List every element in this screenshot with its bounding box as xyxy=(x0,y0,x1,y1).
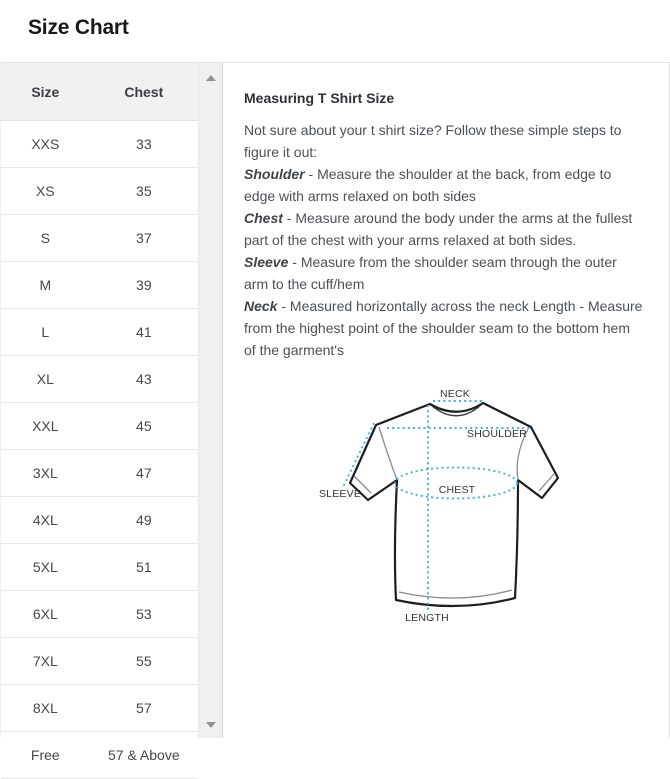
size-cell: 6XL xyxy=(1,591,90,638)
scroll-down-icon[interactable] xyxy=(206,722,216,728)
chest-cell: 37 xyxy=(90,215,198,262)
measure-step: Chest - Measure around the body under the arms at the fullest part of the chest with your arms relaxed at both sides. xyxy=(244,210,633,248)
column-header-size: Size xyxy=(1,63,90,121)
scroll-up-icon[interactable] xyxy=(206,75,216,81)
size-cell: Free xyxy=(1,732,90,779)
chest-cell: 39 xyxy=(90,262,198,309)
chest-cell: 49 xyxy=(90,497,198,544)
size-cell: XXL xyxy=(1,403,90,450)
chest-cell: 43 xyxy=(90,356,198,403)
length-label: LENGTH xyxy=(405,612,449,624)
table-row xyxy=(1,544,198,591)
table-row xyxy=(1,168,198,215)
measure-term: Neck xyxy=(244,298,278,314)
tshirt-diagram xyxy=(300,380,610,635)
chest-label: CHEST xyxy=(438,484,476,496)
neck-label: NECK xyxy=(440,388,470,400)
measure-step: Shoulder - Measure the shoulder at the back, from edge to edge with arms relaxed on both sides xyxy=(244,166,612,204)
size-cell: 3XL xyxy=(1,450,90,497)
table-row xyxy=(1,403,198,450)
table-row xyxy=(1,215,198,262)
size-cell: M xyxy=(1,262,90,309)
table-row xyxy=(1,309,198,356)
page-title: Size Chart xyxy=(28,16,129,39)
table-row xyxy=(1,497,198,544)
chest-cell: 33 xyxy=(90,121,198,168)
table-row xyxy=(1,121,198,168)
measure-term: Shoulder xyxy=(244,166,305,182)
size-cell: XS xyxy=(1,168,90,215)
guide-intro: Not sure about your t shirt size? Follow these simple steps to figure it out: xyxy=(244,122,622,160)
chest-cell: 57 & Above xyxy=(90,732,198,779)
tshirt-illustration xyxy=(300,380,610,635)
measure-term: Sleeve xyxy=(244,254,289,270)
size-cell: 7XL xyxy=(1,638,90,685)
table-row xyxy=(1,356,198,403)
size-cell: 5XL xyxy=(1,544,90,591)
measuring-guide xyxy=(223,63,669,738)
chest-cell: 57 xyxy=(90,685,198,732)
column-header-chest: Chest xyxy=(90,63,198,121)
table-row xyxy=(1,638,198,685)
size-chart-content xyxy=(0,62,670,763)
shoulder-label: SHOULDER xyxy=(467,428,527,440)
size-cell: L xyxy=(1,309,90,356)
chest-cell: 41 xyxy=(90,309,198,356)
chest-cell: 55 xyxy=(90,638,198,685)
chest-cell: 45 xyxy=(90,403,198,450)
chest-cell: 47 xyxy=(90,450,198,497)
size-cell: 8XL xyxy=(1,685,90,732)
measure-step: Sleeve - Measure from the shoulder seam through the outer arm to the cuff/hem xyxy=(244,254,617,292)
table-row xyxy=(1,591,198,638)
chest-cell: 53 xyxy=(90,591,198,638)
size-table xyxy=(1,63,198,763)
table-row xyxy=(1,450,198,497)
measure-term: Chest xyxy=(244,210,283,226)
guide-heading: Measuring T Shirt Size xyxy=(244,90,395,106)
measure-step: Neck - Measured horizontally across the neck Length - Measure from the highest point of the shoulder seam to the bottom hem of the garment's xyxy=(244,298,643,358)
size-cell: XXS xyxy=(1,121,90,168)
table-row xyxy=(1,732,198,779)
table-header-row xyxy=(1,63,198,121)
sleeve-label: SLEEVE xyxy=(318,488,362,500)
guide-text xyxy=(244,119,644,361)
size-cell: S xyxy=(1,215,90,262)
chest-cell: 51 xyxy=(90,544,198,591)
size-cell: 4XL xyxy=(1,497,90,544)
table-scrollbar[interactable] xyxy=(198,63,223,738)
chest-cell: 35 xyxy=(90,168,198,215)
table-row xyxy=(1,685,198,732)
table-row xyxy=(1,262,198,309)
size-cell: XL xyxy=(1,356,90,403)
